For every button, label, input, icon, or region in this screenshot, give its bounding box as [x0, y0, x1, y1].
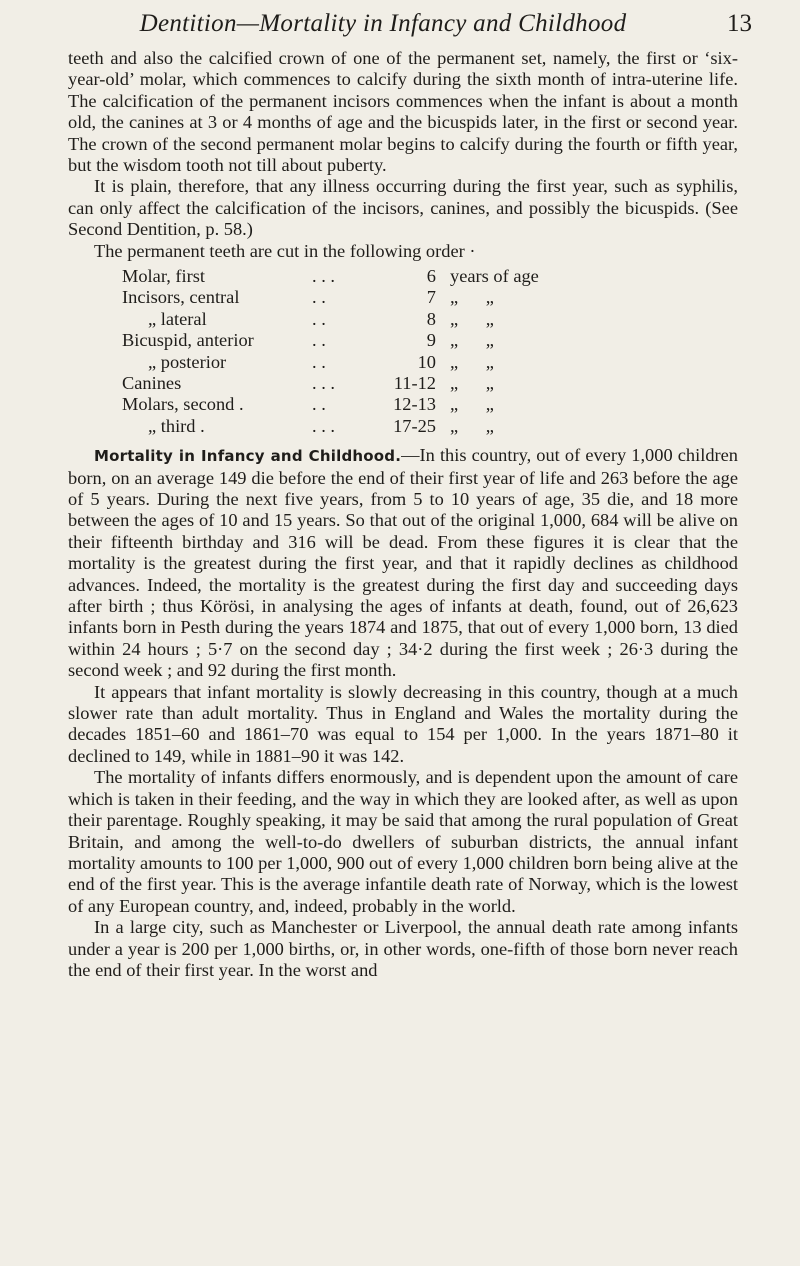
table-row — [122, 287, 738, 308]
tooth-name: „ posterior — [148, 351, 227, 372]
eruption-age: 7 — [426, 287, 436, 308]
paragraph-mortality-3: The mortality of infants differs enormously, and is dependent upon the amount of care which is taken in their feeding, and the way in which they are looked after, as well as upon their parentage. Roughly speaking, it may be said that among the rural population of Great Britain, and among the well-to-do dwellers of suburban districts, the annual infant mortality amounts to 100 per 1,000, 900 out of every 1,000 children born being alive at the end of the first year. This is the average infantile death rate of Norway, which is the lowest of any European country, and, indeed, probably in the world. — [68, 767, 738, 916]
paragraph-text: —In this country, out of every 1,000 children born, on an average 149 die before the end of their first year of life and 263 before the age of 5 years. During the next five years, from 5 to 10 years of age, 35 die, and 18 more between the ages of 10 and 15 years. So that out of the original 1,000, 684 will be alive on their fifteenth birthday and 316 will be dead. From these figures it is clear that the mortality is the greatest during the first year, and that it rapidly declines as childhood advances. Indeed, the mortality is the greatest during the first day and succeeding days after birth ; thus Körösi, in analysing the ages of infants at death, found, out of 26,623 infants born in Pesth during the years 1874 and 1875, that out of every 1,000 born, 13 died within 24 hours ; 5·7 on the second day ; 34·2 during the first week ; 26·3 during the second week ; and 92 during the first month. — [68, 445, 739, 681]
paragraph-dentition-1: teeth and also the calcified crown of one of the permanent set, namely, the first or ‘six-year-old’ molar, which commences to calcify during the sixth month of intra-uterine life. The calcification of the permanent incisors commences when the infant is about a month old, the canines at 3 or 4 months of age and the bicuspids later, in the first or second year. The crown of the second permanent molar begins to calcify during the fourth or fifth year, but the wisdom tooth not till about puberty. — [68, 48, 738, 176]
eruption-age: 17-25 — [393, 415, 436, 436]
eruption-age: 12-13 — [393, 394, 436, 415]
paragraph-dentition-3: The permanent teeth are cut in the following order · — [94, 240, 476, 261]
tooth-name: „ third . — [148, 415, 205, 436]
tooth-name: Molars, second . — [122, 394, 244, 415]
paragraph-mortality-1 — [68, 445, 738, 681]
ditto-marks: „ „ — [450, 308, 494, 329]
tooth-name: Canines — [122, 373, 182, 394]
leader-dots: . . — [312, 308, 326, 329]
ditto-marks: „ „ — [450, 373, 494, 394]
tooth-name: „ lateral — [148, 308, 207, 329]
ditto-marks: „ „ — [450, 287, 494, 308]
ditto-marks: „ „ — [450, 330, 494, 351]
ditto-marks: „ „ — [450, 394, 494, 415]
page-number: 13 — [727, 10, 752, 37]
running-title: Dentition—Mortality in Infancy and Childhood — [139, 10, 627, 37]
section-heading: Mortality in Infancy and Childhood. — [94, 447, 402, 466]
leader-dots: . . — [312, 330, 326, 351]
leader-dots: . . . — [312, 373, 335, 394]
eruption-age: 9 — [426, 330, 436, 351]
eruption-age: 10 — [417, 351, 436, 372]
table-row — [122, 330, 738, 351]
ditto-marks: „ „ — [450, 415, 494, 436]
eruption-age: 6 — [426, 266, 436, 287]
table-row — [122, 416, 738, 437]
table-row — [122, 394, 738, 415]
tooth-name: Molar, first — [122, 266, 206, 287]
ditto-marks: „ „ — [450, 351, 494, 372]
eruption-age: 11-12 — [393, 373, 436, 394]
leader-dots: . . — [312, 351, 326, 372]
table-row — [122, 352, 738, 373]
tooth-name: Bicuspid, anterior — [122, 330, 254, 351]
leader-dots: . . — [312, 394, 326, 415]
leader-dots: . . . — [312, 266, 335, 287]
table-row — [122, 373, 738, 394]
eruption-age: 8 — [426, 308, 436, 329]
age-unit: years of age — [450, 266, 539, 287]
paragraph-dentition-2: It is plain, therefore, that any illness occurring during the first year, such as syphilis, can only affect the calcification of the incisors, canines, and possibly the bicuspids. (See Second Dentition, p. 58.) — [68, 176, 738, 240]
leader-dots: . . . — [312, 415, 335, 436]
leader-dots: . . — [312, 287, 326, 308]
teeth-eruption-table — [122, 266, 738, 437]
table-row — [122, 266, 738, 287]
running-head — [68, 0, 752, 48]
paragraph-mortality-4: In a large city, such as Manchester or Liverpool, the annual death rate among infants under a year is 200 per 1,000 births, or, in other words, one-fifth of those born never reach the end of their first year. In the worst and — [68, 917, 738, 980]
paragraph-mortality-2: It appears that infant mortality is slowly decreasing in this country, though at a much slower rate than adult mortality. Thus in England and Wales the mortality during the decades 1851–60 and 1861–70 was equal to 154 per 1,000. In the years 1871–80 it declined to 149, while in 1881–90 it was 142. — [68, 681, 738, 766]
table-row — [122, 309, 738, 330]
tooth-name: Incisors, central — [122, 287, 240, 308]
